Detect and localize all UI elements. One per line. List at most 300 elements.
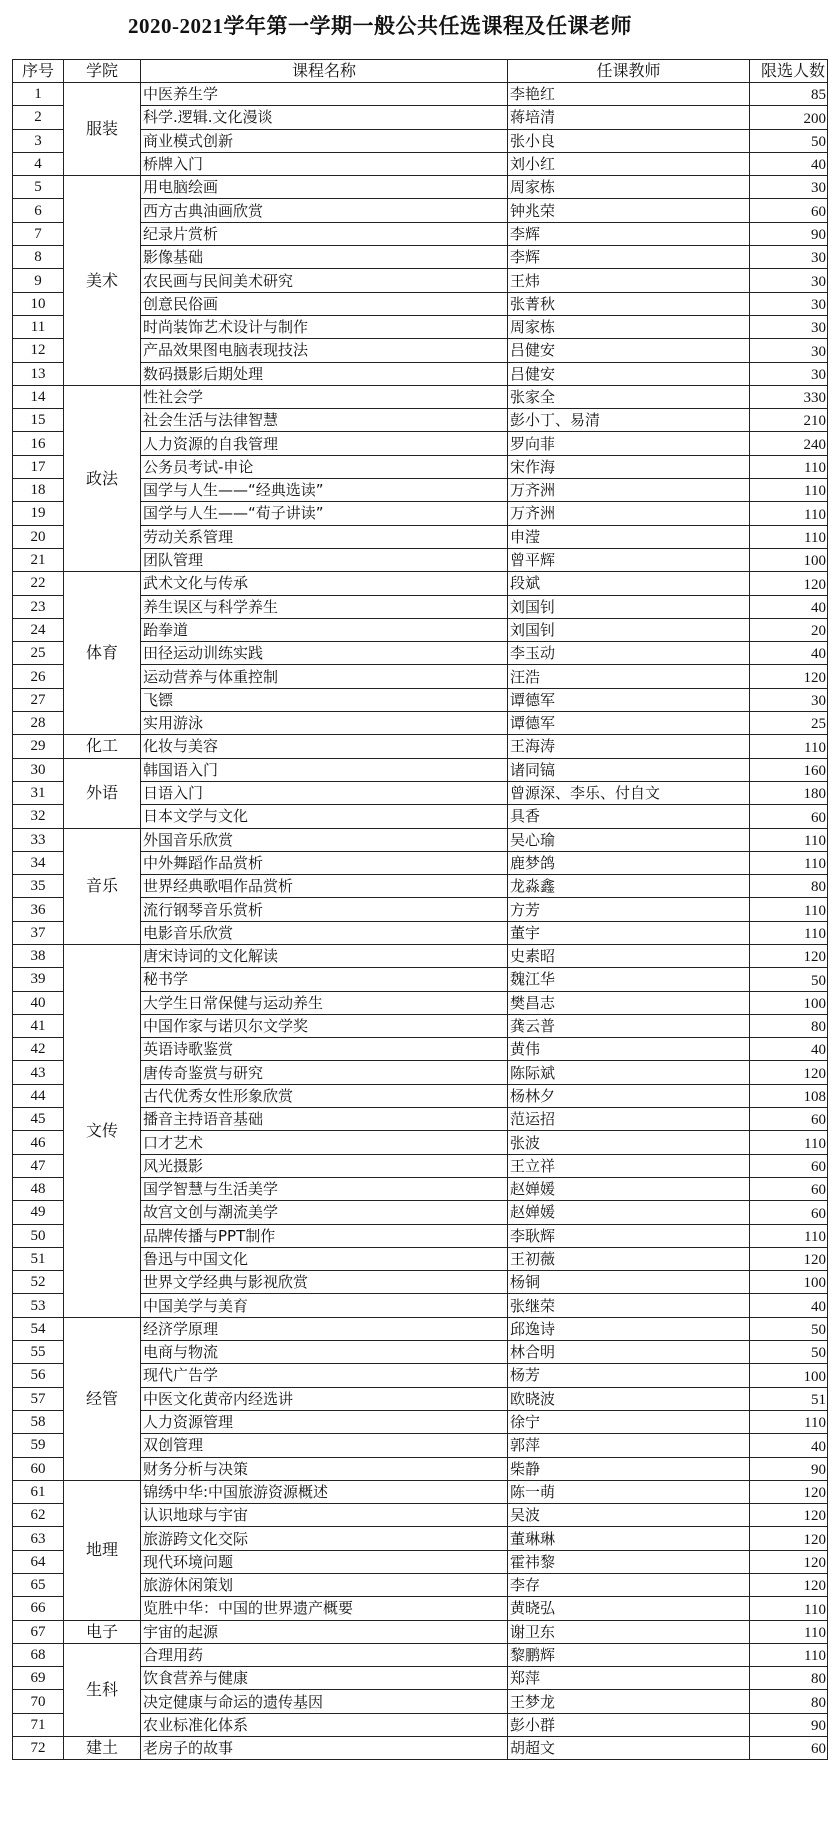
course-name: 旅游休闲策划: [141, 1574, 508, 1597]
teacher-name: 周家栋: [508, 176, 750, 199]
capacity: 25: [750, 712, 828, 735]
teacher-name: 曾平辉: [508, 548, 750, 571]
teacher-name: 谭德军: [508, 712, 750, 735]
course-name: 经济学原理: [141, 1317, 508, 1340]
course-name: 口才艺术: [141, 1131, 508, 1154]
teacher-name: 林合明: [508, 1341, 750, 1364]
course-name: 电商与物流: [141, 1341, 508, 1364]
table-row: [13, 1737, 828, 1760]
table-row: [13, 758, 828, 781]
college-cell: 地理: [64, 1480, 141, 1620]
course-name: 创意民俗画: [141, 292, 508, 315]
teacher-name: 鹿梦鸽: [508, 851, 750, 874]
capacity: 60: [750, 805, 828, 828]
course-name: 社会生活与法律智慧: [141, 409, 508, 432]
teacher-name: 郭萍: [508, 1434, 750, 1457]
capacity: 100: [750, 548, 828, 571]
capacity: 30: [750, 176, 828, 199]
course-name: 农业标准化体系: [141, 1713, 508, 1736]
course-name: 流行钢琴音乐赏析: [141, 898, 508, 921]
page-title: 2020-2021学年第一学期一般公共任选课程及任课老师: [128, 14, 632, 38]
capacity: 110: [750, 735, 828, 758]
row-number: 46: [13, 1131, 64, 1154]
capacity: 80: [750, 1667, 828, 1690]
teacher-name: 陈际斌: [508, 1061, 750, 1084]
capacity: 110: [750, 1410, 828, 1433]
row-number: 42: [13, 1038, 64, 1061]
row-number: 47: [13, 1154, 64, 1177]
capacity: 110: [750, 525, 828, 548]
capacity: 120: [750, 1504, 828, 1527]
teacher-name: 彭小丁、易清: [508, 409, 750, 432]
teacher-name: 柴静: [508, 1457, 750, 1480]
capacity: 240: [750, 432, 828, 455]
row-number: 59: [13, 1434, 64, 1457]
teacher-name: 黎鹏辉: [508, 1643, 750, 1666]
course-name: 性社会学: [141, 385, 508, 408]
table-row: [13, 1620, 828, 1643]
capacity: 100: [750, 1271, 828, 1294]
row-number: 31: [13, 781, 64, 804]
course-name: 故宫文创与潮流美学: [141, 1201, 508, 1224]
course-name: 财务分析与决策: [141, 1457, 508, 1480]
row-number: 22: [13, 572, 64, 595]
row-number: 19: [13, 502, 64, 525]
course-name: 老房子的故事: [141, 1737, 508, 1760]
course-name: 中国美学与美育: [141, 1294, 508, 1317]
course-name: 风光摄影: [141, 1154, 508, 1177]
row-number: 57: [13, 1387, 64, 1410]
college-cell: 生科: [64, 1643, 141, 1736]
row-number: 51: [13, 1247, 64, 1270]
row-number: 70: [13, 1690, 64, 1713]
course-name: 中医养生学: [141, 83, 508, 106]
course-name: 农民画与民间美术研究: [141, 269, 508, 292]
teacher-name: 李辉: [508, 246, 750, 269]
course-name: 锦绣中华:中国旅游资源概述: [141, 1480, 508, 1503]
row-number: 3: [13, 129, 64, 152]
row-number: 37: [13, 921, 64, 944]
row-number: 5: [13, 176, 64, 199]
capacity: 330: [750, 385, 828, 408]
teacher-name: 吕健安: [508, 362, 750, 385]
course-name: 飞镖: [141, 688, 508, 711]
teacher-name: 张菁秋: [508, 292, 750, 315]
capacity: 110: [750, 455, 828, 478]
teacher-name: 李存: [508, 1574, 750, 1597]
capacity: 108: [750, 1084, 828, 1107]
capacity: 110: [750, 1131, 828, 1154]
course-name: 外国音乐欣赏: [141, 828, 508, 851]
capacity: 30: [750, 246, 828, 269]
row-number: 8: [13, 246, 64, 269]
teacher-name: 董宇: [508, 921, 750, 944]
course-name: 商业模式创新: [141, 129, 508, 152]
teacher-name: 具香: [508, 805, 750, 828]
header-college: 学院: [64, 60, 141, 83]
capacity: 200: [750, 106, 828, 129]
capacity: 120: [750, 944, 828, 967]
college-cell: 音乐: [64, 828, 141, 944]
row-number: 24: [13, 618, 64, 641]
course-name: 公务员考试-申论: [141, 455, 508, 478]
teacher-name: 郑萍: [508, 1667, 750, 1690]
teacher-name: 王立祥: [508, 1154, 750, 1177]
header-capacity: 限选人数: [750, 60, 828, 83]
teacher-name: 张继荣: [508, 1294, 750, 1317]
teacher-name: 吕健安: [508, 339, 750, 362]
capacity: 120: [750, 1247, 828, 1270]
course-name: 鲁迅与中国文化: [141, 1247, 508, 1270]
capacity: 110: [750, 828, 828, 851]
row-number: 14: [13, 385, 64, 408]
teacher-name: 申滢: [508, 525, 750, 548]
course-name: 大学生日常保健与运动养生: [141, 991, 508, 1014]
capacity: 110: [750, 921, 828, 944]
capacity: 40: [750, 595, 828, 618]
teacher-name: 万齐洲: [508, 479, 750, 502]
course-name: 唐传奇鉴赏与研究: [141, 1061, 508, 1084]
capacity: 60: [750, 1737, 828, 1760]
row-number: 69: [13, 1667, 64, 1690]
row-number: 10: [13, 292, 64, 315]
row-number: 2: [13, 106, 64, 129]
college-cell: 外语: [64, 758, 141, 828]
capacity: 30: [750, 688, 828, 711]
row-number: 68: [13, 1643, 64, 1666]
row-number: 21: [13, 548, 64, 571]
course-name: 英语诗歌鉴赏: [141, 1038, 508, 1061]
row-number: 26: [13, 665, 64, 688]
capacity: 40: [750, 1294, 828, 1317]
course-table: [12, 59, 828, 1760]
capacity: 110: [750, 1597, 828, 1620]
teacher-name: 欧晓波: [508, 1387, 750, 1410]
course-name: 中医文化黄帝内经选讲: [141, 1387, 508, 1410]
course-name: 西方古典油画欣赏: [141, 199, 508, 222]
college-cell: 体育: [64, 572, 141, 735]
course-name: 日语入门: [141, 781, 508, 804]
course-name: 双创管理: [141, 1434, 508, 1457]
college-cell: 电子: [64, 1620, 141, 1643]
capacity: 100: [750, 991, 828, 1014]
course-name: 决定健康与命运的遗传基因: [141, 1690, 508, 1713]
course-name: 人力资源的自我管理: [141, 432, 508, 455]
teacher-name: 王海涛: [508, 735, 750, 758]
course-name: 用电脑绘画: [141, 176, 508, 199]
capacity: 30: [750, 315, 828, 338]
row-number: 36: [13, 898, 64, 921]
teacher-name: 邱逸诗: [508, 1317, 750, 1340]
course-name: 运动营养与体重控制: [141, 665, 508, 688]
capacity: 50: [750, 1317, 828, 1340]
course-name: 人力资源管理: [141, 1410, 508, 1433]
college-cell: 美术: [64, 176, 141, 386]
teacher-name: 龙淼鑫: [508, 875, 750, 898]
row-number: 23: [13, 595, 64, 618]
capacity: 110: [750, 1620, 828, 1643]
capacity: 120: [750, 665, 828, 688]
table-row: [13, 385, 828, 408]
row-number: 65: [13, 1574, 64, 1597]
college-cell: 政法: [64, 385, 141, 571]
teacher-name: 周家栋: [508, 315, 750, 338]
course-name: 影像基础: [141, 246, 508, 269]
course-name: 宇宙的起源: [141, 1620, 508, 1643]
capacity: 50: [750, 968, 828, 991]
teacher-name: 刘国钊: [508, 618, 750, 641]
capacity: 120: [750, 1550, 828, 1573]
teacher-name: 曾源深、李乐、付自文: [508, 781, 750, 804]
row-number: 34: [13, 851, 64, 874]
capacity: 30: [750, 269, 828, 292]
course-name: 韩国语入门: [141, 758, 508, 781]
teacher-name: 范运招: [508, 1108, 750, 1131]
row-number: 38: [13, 944, 64, 967]
teacher-name: 刘小红: [508, 152, 750, 175]
capacity: 30: [750, 292, 828, 315]
course-name: 科学.逻辑.文化漫谈: [141, 106, 508, 129]
capacity: 60: [750, 1177, 828, 1200]
course-name: 播音主持语音基础: [141, 1108, 508, 1131]
teacher-name: 陈一萌: [508, 1480, 750, 1503]
header-course: 课程名称: [141, 60, 508, 83]
teacher-name: 黄伟: [508, 1038, 750, 1061]
row-number: 27: [13, 688, 64, 711]
capacity: 50: [750, 1341, 828, 1364]
row-number: 41: [13, 1014, 64, 1037]
row-number: 60: [13, 1457, 64, 1480]
course-name: 现代广告学: [141, 1364, 508, 1387]
table-row: [13, 828, 828, 851]
college-cell: 化工: [64, 735, 141, 758]
row-number: 58: [13, 1410, 64, 1433]
college-cell: 文传: [64, 944, 141, 1317]
teacher-name: 蒋培清: [508, 106, 750, 129]
course-name: 电影音乐欣赏: [141, 921, 508, 944]
teacher-name: 方芳: [508, 898, 750, 921]
row-number: 45: [13, 1108, 64, 1131]
row-number: 32: [13, 805, 64, 828]
teacher-name: 谭德军: [508, 688, 750, 711]
capacity: 90: [750, 222, 828, 245]
teacher-name: 王梦龙: [508, 1690, 750, 1713]
course-name: 养生误区与科学养生: [141, 595, 508, 618]
course-name: 跆拳道: [141, 618, 508, 641]
row-number: 30: [13, 758, 64, 781]
capacity: 120: [750, 1061, 828, 1084]
course-name: 旅游跨文化交际: [141, 1527, 508, 1550]
course-name: 世界经典歌唱作品赏析: [141, 875, 508, 898]
teacher-name: 徐宁: [508, 1410, 750, 1433]
teacher-name: 宋作海: [508, 455, 750, 478]
row-number: 53: [13, 1294, 64, 1317]
teacher-name: 诸同镐: [508, 758, 750, 781]
row-number: 40: [13, 991, 64, 1014]
capacity: 110: [750, 502, 828, 525]
row-number: 18: [13, 479, 64, 502]
course-name: 日本文学与文化: [141, 805, 508, 828]
course-name: 时尚装饰艺术设计与制作: [141, 315, 508, 338]
capacity: 120: [750, 1527, 828, 1550]
teacher-name: 刘国钊: [508, 595, 750, 618]
course-name: 田径运动训练实践: [141, 642, 508, 665]
table-row: [13, 944, 828, 967]
capacity: 110: [750, 898, 828, 921]
capacity: 85: [750, 83, 828, 106]
teacher-name: 汪浩: [508, 665, 750, 688]
row-number: 15: [13, 409, 64, 432]
teacher-name: 王炜: [508, 269, 750, 292]
teacher-name: 罗向菲: [508, 432, 750, 455]
row-number: 56: [13, 1364, 64, 1387]
capacity: 60: [750, 199, 828, 222]
course-name: 武术文化与传承: [141, 572, 508, 595]
capacity: 110: [750, 1224, 828, 1247]
teacher-name: 董琳琳: [508, 1527, 750, 1550]
teacher-name: 李辉: [508, 222, 750, 245]
course-name: 世界文学经典与影视欣赏: [141, 1271, 508, 1294]
teacher-name: 杨芳: [508, 1364, 750, 1387]
row-number: 7: [13, 222, 64, 245]
row-number: 62: [13, 1504, 64, 1527]
teacher-name: 赵婵媛: [508, 1177, 750, 1200]
course-name: 中外舞蹈作品赏析: [141, 851, 508, 874]
row-number: 11: [13, 315, 64, 338]
course-name: 国学与人生——“荀子讲读”: [141, 502, 508, 525]
capacity: 120: [750, 572, 828, 595]
table-row: [13, 735, 828, 758]
capacity: 60: [750, 1154, 828, 1177]
table-row: [13, 83, 828, 106]
capacity: 60: [750, 1201, 828, 1224]
capacity: 40: [750, 642, 828, 665]
college-cell: 建土: [64, 1737, 141, 1760]
header-no: 序号: [13, 60, 64, 83]
capacity: 50: [750, 129, 828, 152]
teacher-name: 段斌: [508, 572, 750, 595]
row-number: 72: [13, 1737, 64, 1760]
table-row: [13, 572, 828, 595]
table-row: [13, 1643, 828, 1666]
table-row: [13, 1480, 828, 1503]
row-number: 61: [13, 1480, 64, 1503]
header-teacher: 任课教师: [508, 60, 750, 83]
teacher-name: 张波: [508, 1131, 750, 1154]
capacity: 90: [750, 1713, 828, 1736]
row-number: 55: [13, 1341, 64, 1364]
teacher-name: 钟兆荣: [508, 199, 750, 222]
college-cell: 经管: [64, 1317, 141, 1480]
table-header-row: [13, 60, 828, 83]
teacher-name: 黄晓弘: [508, 1597, 750, 1620]
capacity: 30: [750, 339, 828, 362]
teacher-name: 胡超文: [508, 1737, 750, 1760]
course-name: 现代环境问题: [141, 1550, 508, 1573]
row-number: 67: [13, 1620, 64, 1643]
teacher-name: 李艳红: [508, 83, 750, 106]
capacity: 110: [750, 479, 828, 502]
course-name: 实用游泳: [141, 712, 508, 735]
capacity: 110: [750, 1643, 828, 1666]
course-name: 览胜中华：中国的世界遗产概要: [141, 1597, 508, 1620]
row-number: 50: [13, 1224, 64, 1247]
course-name: 饮食营养与健康: [141, 1667, 508, 1690]
capacity: 40: [750, 1038, 828, 1061]
capacity: 30: [750, 362, 828, 385]
course-name: 劳动关系管理: [141, 525, 508, 548]
row-number: 12: [13, 339, 64, 362]
capacity: 160: [750, 758, 828, 781]
row-number: 17: [13, 455, 64, 478]
capacity: 90: [750, 1457, 828, 1480]
row-number: 52: [13, 1271, 64, 1294]
course-name: 合理用药: [141, 1643, 508, 1666]
row-number: 48: [13, 1177, 64, 1200]
course-name: 国学与人生——“经典选读”: [141, 479, 508, 502]
capacity: 80: [750, 1014, 828, 1037]
row-number: 1: [13, 83, 64, 106]
capacity: 120: [750, 1574, 828, 1597]
capacity: 20: [750, 618, 828, 641]
capacity: 180: [750, 781, 828, 804]
teacher-name: 吴心瑜: [508, 828, 750, 851]
table-row: [13, 1317, 828, 1340]
table-row: [13, 176, 828, 199]
row-number: 25: [13, 642, 64, 665]
row-number: 35: [13, 875, 64, 898]
teacher-name: 樊昌志: [508, 991, 750, 1014]
teacher-name: 杨林夕: [508, 1084, 750, 1107]
row-number: 63: [13, 1527, 64, 1550]
course-name: 秘书学: [141, 968, 508, 991]
teacher-name: 万齐洲: [508, 502, 750, 525]
row-number: 44: [13, 1084, 64, 1107]
course-name: 古代优秀女性形象欣赏: [141, 1084, 508, 1107]
capacity: 110: [750, 851, 828, 874]
teacher-name: 张家全: [508, 385, 750, 408]
capacity: 210: [750, 409, 828, 432]
teacher-name: 谢卫东: [508, 1620, 750, 1643]
course-name: 团队管理: [141, 548, 508, 571]
row-number: 66: [13, 1597, 64, 1620]
course-name: 纪录片赏析: [141, 222, 508, 245]
capacity: 51: [750, 1387, 828, 1410]
course-name: 中国作家与诺贝尔文学奖: [141, 1014, 508, 1037]
course-name: 唐宋诗词的文化解读: [141, 944, 508, 967]
teacher-name: 王初薇: [508, 1247, 750, 1270]
row-number: 9: [13, 269, 64, 292]
row-number: 29: [13, 735, 64, 758]
teacher-name: 霍祎黎: [508, 1550, 750, 1573]
college-cell: 服装: [64, 83, 141, 176]
teacher-name: 杨铜: [508, 1271, 750, 1294]
teacher-name: 史素昭: [508, 944, 750, 967]
course-name: 数码摄影后期处理: [141, 362, 508, 385]
teacher-name: 吴波: [508, 1504, 750, 1527]
course-name: 认识地球与宇宙: [141, 1504, 508, 1527]
teacher-name: 彭小群: [508, 1713, 750, 1736]
course-name: 品牌传播与PPT制作: [141, 1224, 508, 1247]
row-number: 16: [13, 432, 64, 455]
capacity: 80: [750, 875, 828, 898]
row-number: 4: [13, 152, 64, 175]
row-number: 6: [13, 199, 64, 222]
capacity: 100: [750, 1364, 828, 1387]
teacher-name: 张小良: [508, 129, 750, 152]
teacher-name: 李耿辉: [508, 1224, 750, 1247]
row-number: 49: [13, 1201, 64, 1224]
